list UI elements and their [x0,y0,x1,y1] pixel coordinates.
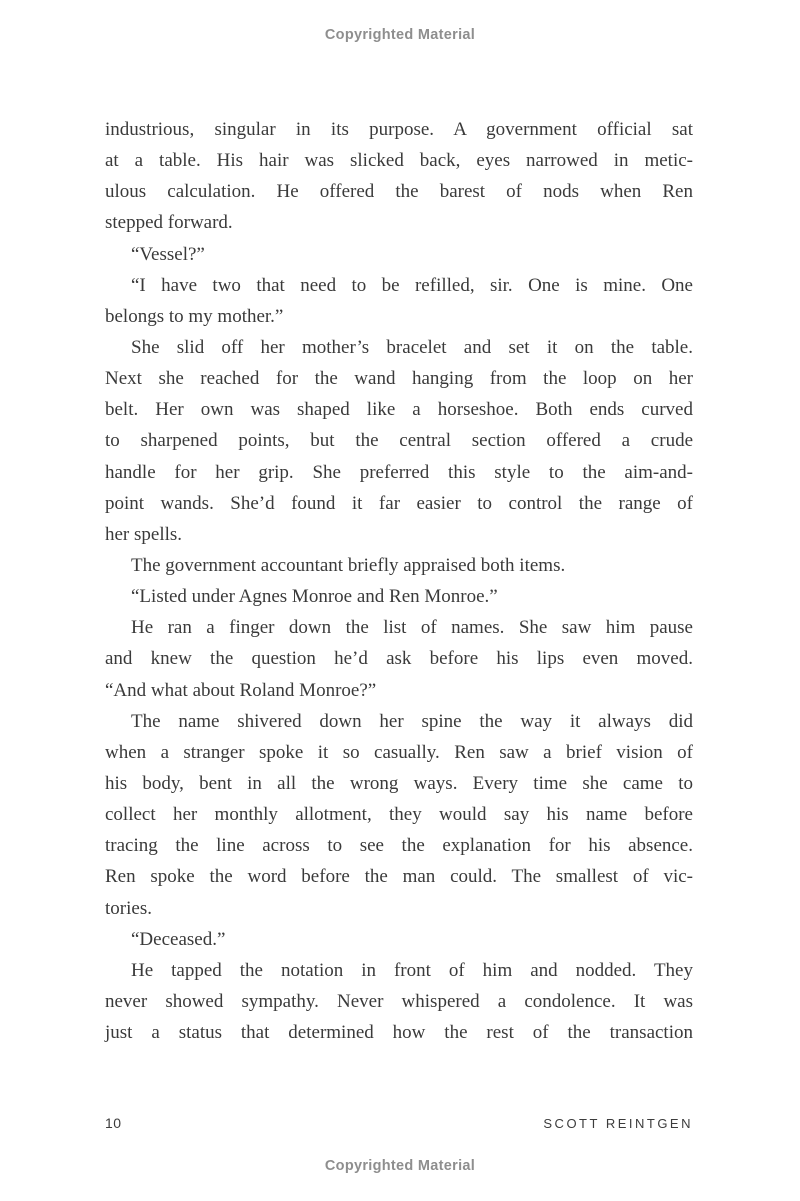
text-line: “Vessel?” [131,243,205,265]
text-line: to sharpened points, but the central section offered a crude [105,430,693,452]
text-line: handle for her grip. She preferred this style to the aim-and- [105,461,693,483]
text-line: and knew the question he’d ask before his lips even moved. [105,648,693,670]
text-line: her spells. [105,523,183,545]
text-line: Ren spoke the word before the man could. The smallest of vic- [105,866,693,888]
text-line: She slid off her mother’s bracelet and set it on the table. [131,336,693,358]
text-line: industrious, singular in its purpose. A government official sat [105,119,693,140]
text-line: He tapped the notation in front of him and nodded. They [131,959,693,981]
text-line: He ran a finger down the list of names. She saw him pause [131,617,693,639]
text-line: tories. [105,897,152,919]
text-line: “Deceased.” [131,928,226,950]
copyright-notice-bottom: Copyrighted Material [324,1158,476,1174]
text-line: The government accountant briefly appraised both items. [131,554,566,576]
text-line: at a table. His hair was slicked back, eyes narrowed in metic- [105,150,693,172]
text-line: “Listed under Agnes Monroe and Ren Monroe.” [131,586,498,608]
text-line: never showed sympathy. Never whispered a condolence. It was [105,990,693,1012]
text-line: The name shivered down her spine the way it always did [131,710,693,732]
page-footer [105,1115,693,1131]
text-line: collect her monthly allotment, they would say his name before [105,804,693,826]
text-line: stepped forward. [105,212,233,234]
text-line: his body, bent in all the wrong ways. Every time she came to [105,772,693,794]
text-line: “And what about Roland Monroe?” [105,679,377,701]
text-line: belongs to my mother.” [105,305,284,327]
text-line: just a status that determined how the rest of the transaction [105,1022,693,1044]
running-header-author: SCOTT REINTGEN [543,1116,693,1131]
text-line: Next she reached for the wand hanging from the loop on her [105,368,693,390]
copyright-notice-top: Copyrighted Material [324,27,476,43]
text-line: “I have two that need to be refilled, sir. One is mine. One [131,274,693,296]
body-text [105,114,693,1048]
text-line: ulous calculation. He offered the barest of nods when Ren [105,181,693,203]
text-line: tracing the line across to see the explanation for his absence. [105,835,693,857]
text-line: belt. Her own was shaped like a horseshoe. Both ends curved [105,399,693,421]
text-line: when a stranger spoke it so casually. Ren saw a brief vision of [105,741,693,763]
text-line: point wands. She’d found it far easier to control the range of [105,492,693,514]
page-number: 10 [105,1115,122,1131]
